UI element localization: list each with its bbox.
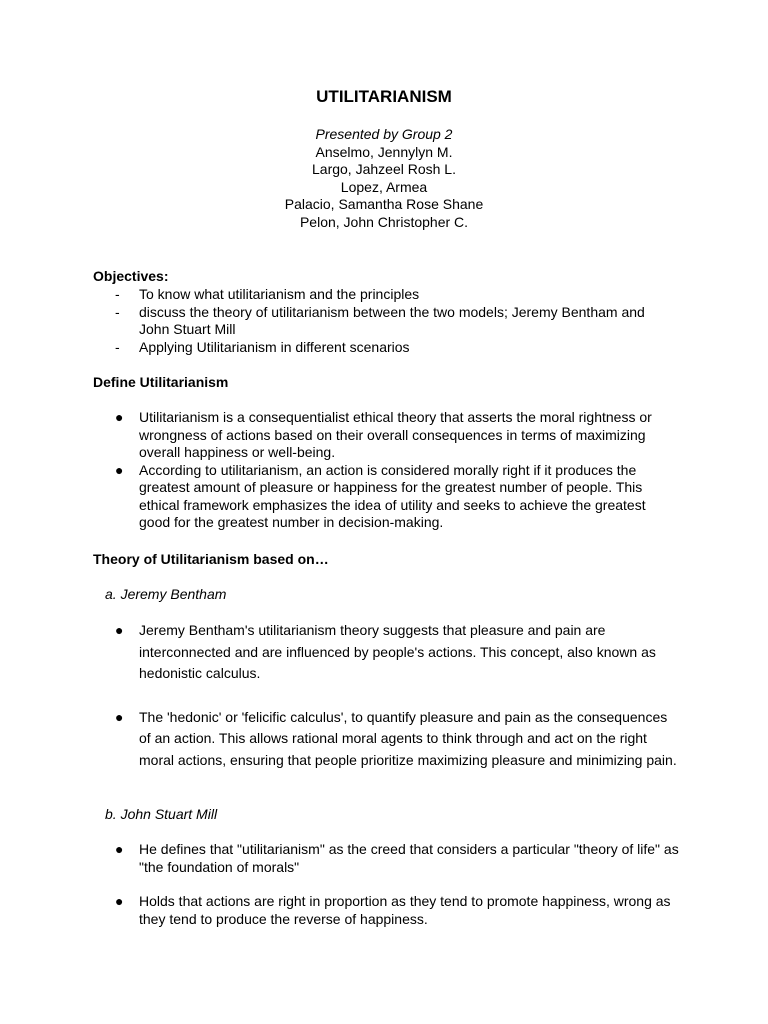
dash-marker: - (115, 286, 120, 302)
author-block (0, 126, 768, 231)
presented-by: Presented by Group 2 (315, 126, 453, 142)
list-item-text: The 'hedonic' or 'felicific calculus', to quantify pleasure and pain as the consequences of an action. This allows rational moral agents to think through and act on the right moral actions, ensuring that people prioritize maximizing pleasure and minimizing pain. (139, 708, 677, 768)
list-item (93, 620, 679, 685)
list-item-text: According to utilitarianism, an action is considered morally right if it produces the greatest amount of pleasure or happiness for the greatest number of people. This ethical framework emphasizes the idea of utility and seeks to achieve the greatest good for the greatest number in decision-making. (139, 461, 646, 530)
author-name: Anselmo, Jennylyn M. (315, 143, 453, 160)
list-item-text: Applying Utilitarianism in different scenarios (139, 338, 410, 355)
bullet-marker: ● (115, 409, 124, 425)
list-item (93, 707, 679, 772)
list-item (93, 893, 679, 928)
bullet-marker: ● (115, 461, 124, 478)
list-item (93, 339, 679, 357)
list-item (93, 841, 679, 876)
bentham-list (93, 620, 679, 771)
author-name: Pelon, John Christopher C. (299, 213, 469, 230)
list-item (93, 462, 679, 532)
bullet-marker: ● (115, 622, 124, 638)
mill-list (93, 841, 679, 928)
list-item-text: To know what utilitarianism and the principles (139, 286, 420, 302)
list-item (93, 286, 679, 304)
list-item-text: He defines that "utilitarianism" as the creed that considers a particular "theory of life" as "the foundation of morals" (139, 841, 679, 875)
mill-heading: b. John Stuart Mill (105, 806, 218, 822)
list-item (93, 304, 679, 339)
author-name: Palacio, Samantha Rose Shane (284, 196, 484, 212)
objectives-heading: Objectives: (93, 268, 169, 284)
author-name: Largo, Jahzeel Rosh L. (312, 161, 456, 177)
dash-marker: - (115, 338, 120, 355)
theory-heading: Theory of Utilitarianism based on… (93, 551, 329, 567)
list-item-text: Utilitarianism is a consequentialist ethical theory that asserts the moral rightness or wrongness of actions based on their overall consequences in terms of maximizing overall happiness or well-being. (139, 409, 652, 460)
document-title: UTILITARIANISM (316, 87, 452, 106)
bullet-marker: ● (115, 841, 124, 857)
objectives-list (93, 286, 679, 356)
list-item-text: Holds that actions are right in proportion as they tend to promote happiness, wrong as they tend to produce the reverse of happiness. (139, 893, 671, 927)
define-list (93, 409, 679, 532)
define-heading: Define Utilitarianism (93, 374, 229, 390)
list-item (93, 409, 679, 462)
list-item-text: Jeremy Bentham's utilitarianism theory suggests that pleasure and pain are interconnected and are influenced by people's actions. This concept, also known as hedonistic calculus. (139, 622, 656, 681)
dash-marker: - (115, 303, 120, 320)
author-name: Lopez, Armea (340, 178, 428, 195)
list-item-text: discuss the theory of utilitarianism between the two models; Jeremy Bentham and John Stuart Mill (139, 303, 645, 337)
bullet-marker: ● (115, 708, 124, 725)
bullet-marker: ● (115, 893, 124, 909)
bentham-heading: a. Jeremy Bentham (105, 586, 227, 602)
